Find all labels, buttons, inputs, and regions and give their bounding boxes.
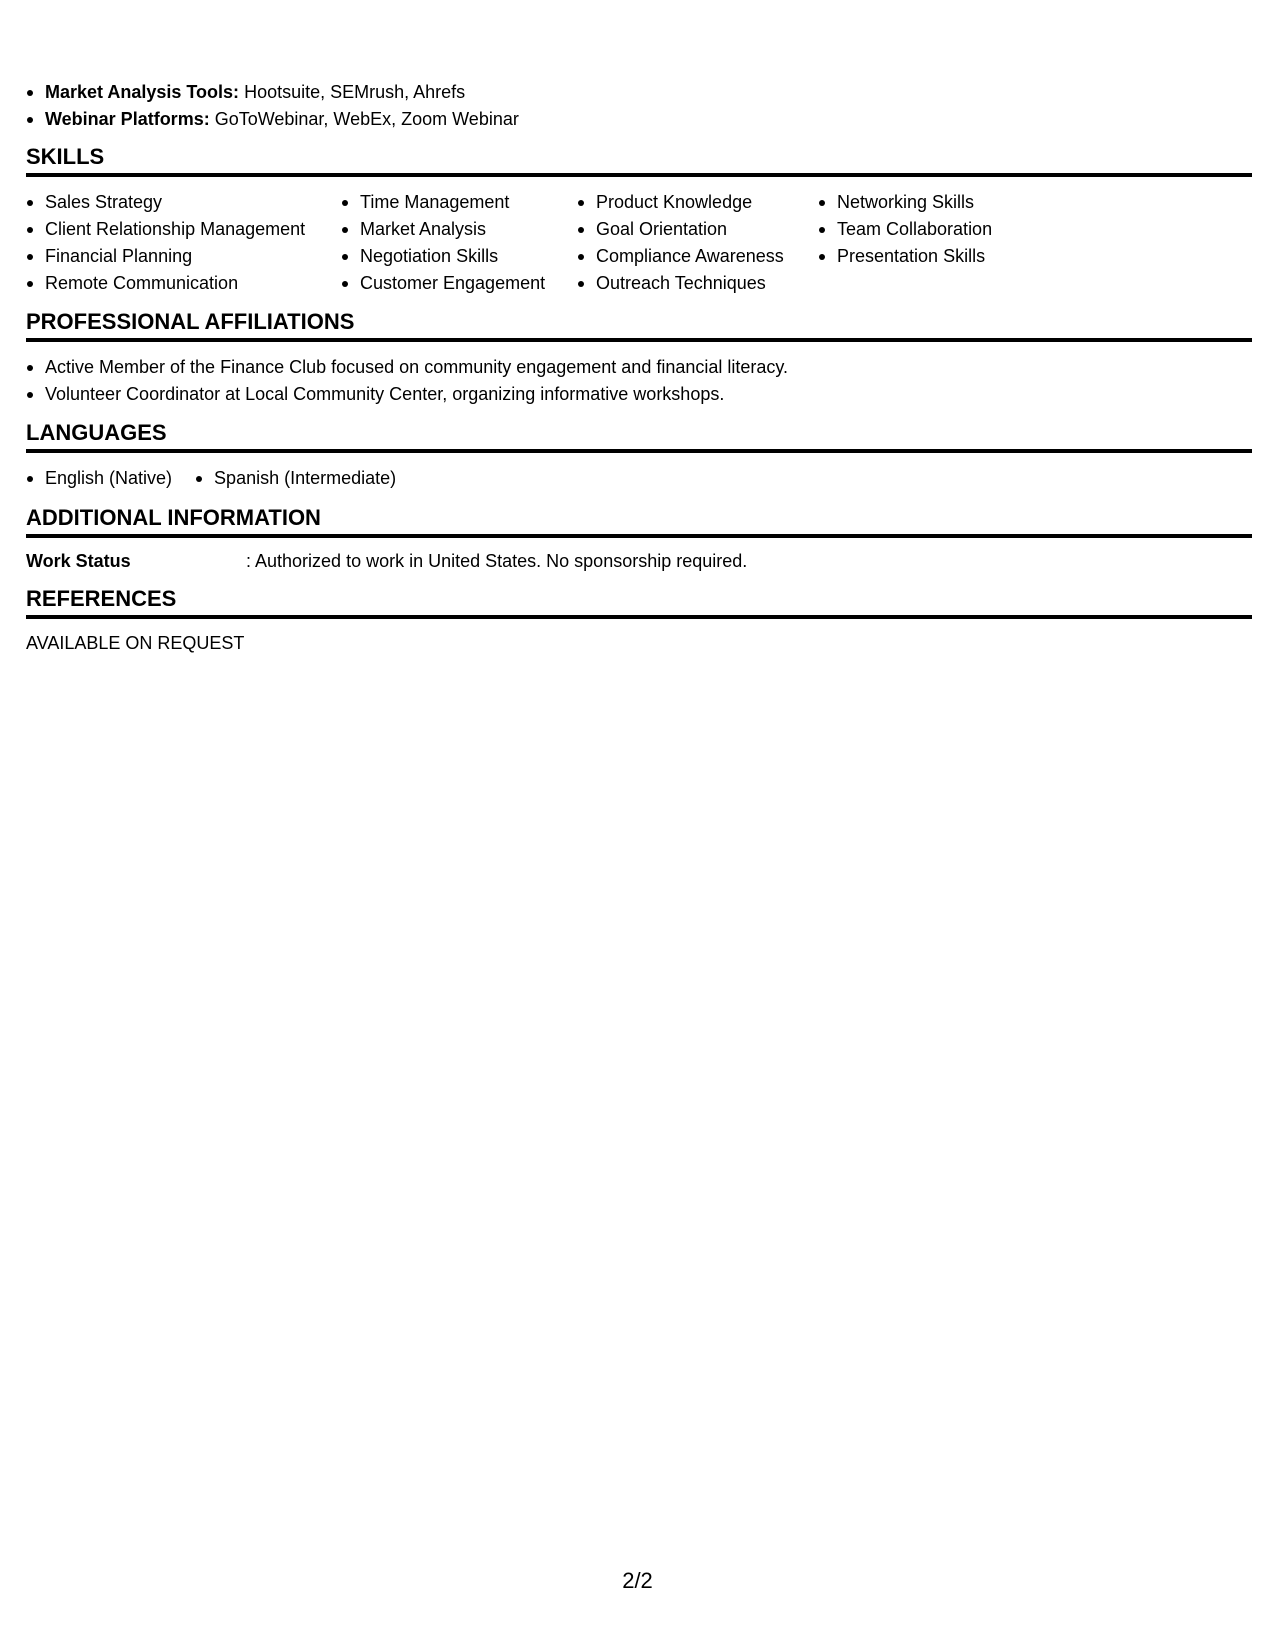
tools-item-value: Hootsuite, SEMrush, Ahrefs [239,82,466,102]
skill-item: Goal Orientation [577,216,818,243]
languages-list [26,465,419,492]
skill-item: Customer Engagement [341,270,577,297]
affiliations-heading: PROFESSIONAL AFFILIATIONS [26,308,1252,342]
work-status-label: Work Status [26,551,131,571]
skill-item: Outreach Techniques [577,270,818,297]
tools-item [26,79,519,106]
tools-list [26,79,519,133]
tools-item-label: Webinar Platforms: [45,109,210,129]
skill-item: Product Knowledge [577,189,818,216]
references-heading: REFERENCES [26,585,1252,619]
tools-item [26,106,519,133]
skills-column [577,189,818,297]
affiliation-item: Volunteer Coordinator at Local Community Center, organizing informative workshops. [26,381,788,408]
skill-item: Market Analysis [341,216,577,243]
affiliations-list [26,354,788,408]
skill-item: Financial Planning [26,243,341,270]
skills-grid [26,189,1038,297]
skills-column [818,189,1038,297]
skills-heading: SKILLS [26,143,1252,177]
skill-item: Presentation Skills [818,243,1038,270]
page-number: 2/2 [622,1568,653,1593]
work-status-row [26,548,747,575]
affiliation-item: Active Member of the Finance Club focused on community engagement and financial literacy. [26,354,788,381]
skill-item: Compliance Awareness [577,243,818,270]
references-text: AVAILABLE ON REQUEST [26,633,245,653]
language-item: Spanish (Intermediate) [195,465,396,492]
skill-item: Sales Strategy [26,189,341,216]
languages-heading: LANGUAGES [26,419,1252,453]
language-item: English (Native) [26,465,172,492]
skill-item: Networking Skills [818,189,1038,216]
skill-item: Negotiation Skills [341,243,577,270]
skills-column [26,189,341,297]
skill-item: Time Management [341,189,577,216]
skill-item: Client Relationship Management [26,216,341,243]
skill-item: Remote Communication [26,270,341,297]
tools-item-value: GoToWebinar, WebEx, Zoom Webinar [209,109,519,129]
tools-item-label: Market Analysis Tools: [45,82,240,102]
skills-column [341,189,577,297]
work-status-value: : Authorized to work in United States. No sponsorship required. [246,551,748,571]
additional-info-heading: ADDITIONAL INFORMATION [26,504,1252,538]
skill-item: Team Collaboration [818,216,1038,243]
